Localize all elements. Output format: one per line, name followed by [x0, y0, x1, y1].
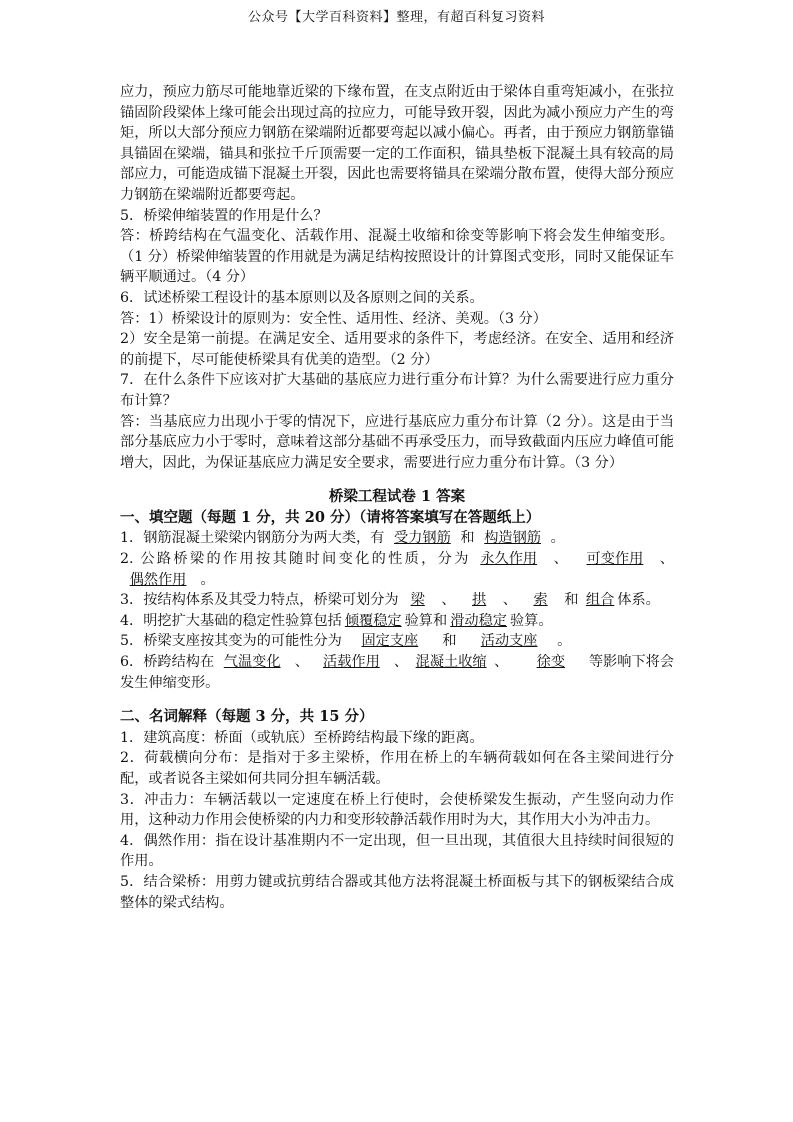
document-body: [120, 82, 674, 913]
term-item: 3．冲击力：车辆活载以一定速度在桥上行使时，会使桥梁发生振动，产生竖向动力作用，这种动力作用会使桥梁的内力和变形较静活载作用时为大，其作用大小为冲击力。: [120, 791, 674, 829]
paragraph: 应力，预应力筋尽可能地靠近梁的下缘布置，在支点附近由于梁体自重弯矩减小，在张拉锚固阶段梁体上缘可能会出现过高的拉应力，可能导致开裂，因此为减小预应力产生的弯矩，所以大部分预应力钢筋在梁端附近都要弯起以减小偏心。再者，由于预应力钢筋靠锚具锚固在梁端，锚具和张拉千斤顶需要一定的工作面积，锚具垫板下混凝土具有较高的局部应力，可能造成锚下混凝土开裂，因此也需要将锚具在梁端分散布置，使得大部分预应力钢筋在梁端附近都要弯起。: [120, 84, 674, 203]
fill-answer: 固定支座: [361, 633, 419, 650]
term-item: 4．偶然作用：指在设计基准期内不一定出现，但一旦出现，其值很大且持续时间很短的作用。: [120, 832, 674, 870]
fill-answer: 偶然作用: [129, 571, 187, 588]
answer-7: 答：当基底应力出现小于零的情况下，应进行基底应力重分布计算（2 分）。这是由于当部分基底应力小于零时，意味着这部分基础不再承受压力，而导致截面内压应力峰值可能增大，因此，为保证基底应力满足安全要求，需要进行应力重分布计算。（3 分）: [120, 413, 674, 471]
answer-6-part-1: 答：1）桥梁设计的原则为：安全性、适用性、经济、美观。（3 分）: [120, 310, 547, 327]
fill-answer: 永久作用: [480, 551, 538, 568]
fill-heading: 一、填空题（每题 1 分，共 20 分）（请将答案填写在答题纸上）: [120, 508, 541, 526]
fill-answer: 构造钢筋: [484, 530, 541, 547]
fill-item-6: 6．桥跨结构在 气温变化 、 活载作用 、 混凝土收缩 、 徐变 等影响下将会发生伸缩变形。: [120, 654, 674, 691]
fill-item-1: 1．钢筋混凝土梁梁内钢筋分为两大类，有 受力钢筋 和 构造钢筋 。: [120, 528, 674, 549]
fill-answer: 可变作用: [586, 551, 644, 568]
fill-answer: 组合: [585, 592, 615, 609]
term-item: 1．建筑高度：桥面（或轨底）至桥跨结构最下缘的距离。: [120, 729, 484, 746]
fill-answer: 梁: [410, 592, 425, 609]
answer-5: 答：桥跨结构在气温变化、活载作用、混凝土收缩和徐变等影响下将会发生伸缩变形。（1 分）桥梁伸缩装置的作用就是为满足结构按照设计的计算图式变形，同时又能保证车辆平顺通过。（4 分）: [120, 228, 674, 286]
fill-answer: 活动支座: [480, 633, 538, 650]
fill-item-4: 4．明挖扩大基础的稳定性验算包括 倾覆稳定 验算和 滑动稳定 验算。: [120, 612, 553, 629]
question-6: 6．试述桥梁工程设计的基本原则以及各原则之间的关系。: [120, 289, 484, 306]
fill-item-3: 3．按结构体系及其受力特点，桥梁可划分为 梁 、 拱 、 索 和 组合 体系。: [120, 592, 660, 609]
term-item: 5．结合梁桥：用剪力键或抗剪结合器或其他方法将混凝土桥面板与其下的钢板梁结合成整体的梁式结构。: [120, 873, 674, 911]
fill-answer: 混凝土收缩: [415, 654, 487, 671]
fill-answer: 徐变: [536, 654, 566, 671]
question-5: 5．桥梁伸缩装置的作用是什么？: [120, 207, 328, 224]
fill-answer: 拱: [472, 592, 487, 609]
fill-answer: 倾覆稳定: [344, 612, 402, 629]
terms-heading: 二、名词解释（每题 3 分，共 15 分）: [120, 708, 374, 726]
question-7: 7．在什么条件下应该对扩大基础的基底应力进行重分布计算？为什么需要进行应力重分布计算？: [120, 372, 674, 409]
fill-item-5: 5．桥梁支座按其变为的可能性分为 固定支座 和 活动支座 。: [120, 631, 674, 652]
fill-answer: 活载作用: [323, 654, 380, 671]
fill-answer: 气温变化: [223, 654, 281, 671]
answer-title: 桥梁工程试卷 1 答案: [328, 488, 466, 506]
fill-item-2: 2. 公路桥梁的作用按其随时间变化的性质，分为 永久作用 、 可变作用 、 偶然作用 。: [120, 549, 674, 590]
fill-answer: 索: [533, 592, 548, 609]
fill-answer: 滑动稳定: [450, 612, 507, 629]
page-header: 公众号【大学百科资料】整理，有超百科复习资料: [247, 10, 545, 25]
term-item: 2．荷载横向分布：是指对于多主梁桥，作用在桥上的车辆荷载如何在各主梁间进行分配，或者说各主梁如何共同分担车辆活载。: [120, 750, 674, 787]
answer-6-part-2: 2）安全是第一前提。在满足安全、适用要求的条件下，考虑经济。在安全、适用和经济的前提下，尽可能使桥梁具有优美的造型。（2 分）: [120, 331, 674, 368]
fill-answer: 受力钢筋: [394, 530, 451, 547]
